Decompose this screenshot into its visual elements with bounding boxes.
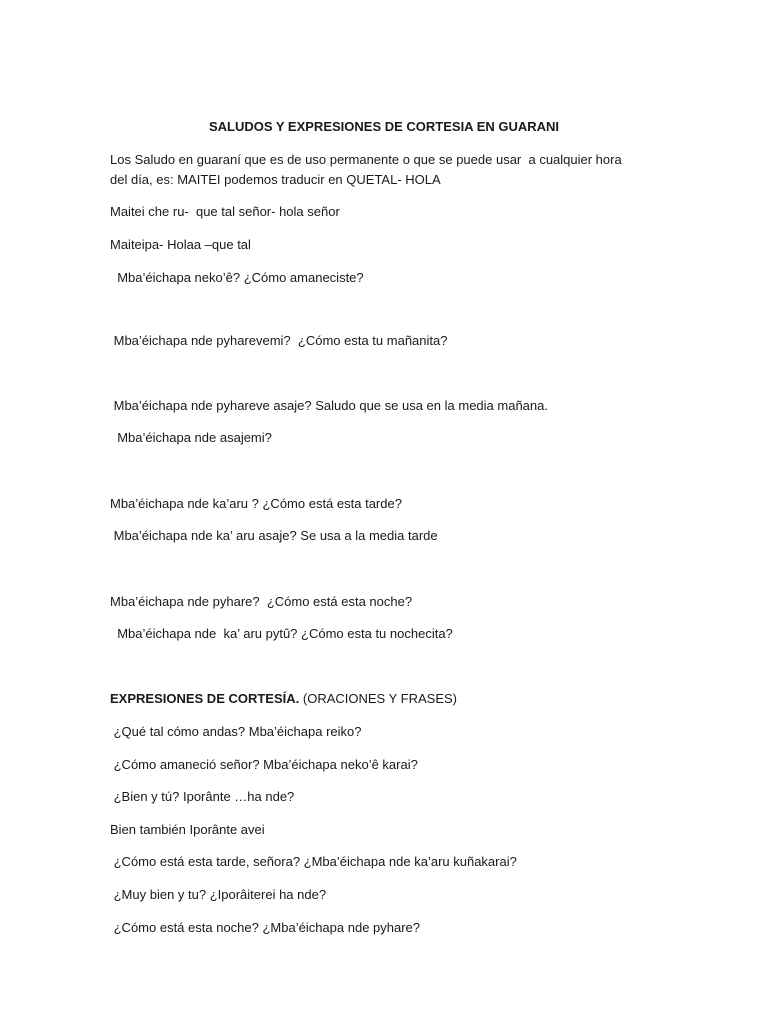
section-heading-rest: (ORACIONES Y FRASES) (299, 691, 457, 706)
greeting-line: Mba’éichapa nde ka’ aru asaje? Se usa a la media tarde (110, 528, 438, 543)
expression-line: ¿Cómo amaneció señor? Mba’éichapa neko’ê karai? (110, 757, 418, 772)
expression-line: Bien también Iporânte avei (110, 822, 265, 837)
expression-line: ¿Cómo está esta tarde, señora? ¿Mba’éichapa nde ka’aru kuñakarai? (110, 854, 517, 869)
expression-line: ¿Muy bien y tu? ¿Iporâiterei ha nde? (110, 887, 327, 902)
greeting-line: Mba’éichapa nde pyhareve asaje? Saludo que se usa en la media mañana. (110, 398, 548, 413)
expression-line: ¿Cómo está esta noche? ¿Mba’éichapa nde pyhare? (110, 920, 421, 935)
intro-line-1: Los Saludo en guaraní que es de uso permanente o que se puede usar a cualquier hora (110, 152, 622, 167)
greeting-line: Mba’éichapa nde asajemi? (110, 430, 272, 445)
greeting-line: Mba’éichapa nde ka’ aru pytû? ¿Cómo esta tu nochecita? (110, 626, 453, 641)
document-title: SALUDOS Y EXPRESIONES DE CORTESIA EN GUARANI (208, 119, 560, 134)
expression-line: ¿Bien y tú? Iporânte …ha nde? (110, 789, 295, 804)
intro-paragraph (110, 150, 670, 190)
section-heading (110, 689, 457, 708)
greeting-line: Maiteipa- Holaa –que tal (110, 237, 251, 252)
greeting-line: Mba’éichapa nde pyharevemi? ¿Cómo esta tu mañanita? (110, 333, 448, 348)
intro-line-2: del día, es: MAITEI podemos traducir en QUETAL- HOLA (110, 172, 441, 187)
greeting-line: Mba’éichapa nde ka’aru ? ¿Cómo está esta tarde? (110, 496, 402, 511)
greeting-line: Maitei che ru- que tal señor- hola señor (110, 204, 340, 219)
greeting-line: Mba’éichapa nde pyhare? ¿Cómo está esta noche? (110, 594, 413, 609)
section-heading-bold: EXPRESIONES DE CORTESÍA. (110, 691, 300, 706)
greeting-line: Mba’éichapa neko’ê? ¿Cómo amaneciste? (110, 270, 364, 285)
expression-line: ¿Qué tal cómo andas? Mba’éichapa reiko? (110, 724, 362, 739)
